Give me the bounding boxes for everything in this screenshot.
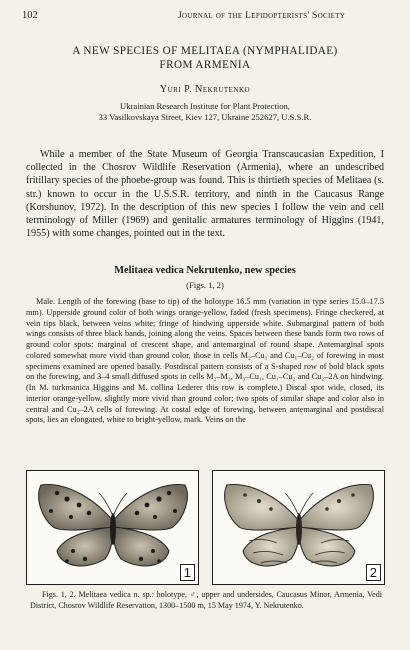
intro-paragraph bbox=[26, 148, 384, 240]
running-head: Journal of the Lepidopterists' Society bbox=[178, 10, 346, 21]
figure-2-label: 2 bbox=[366, 564, 381, 581]
article-title-line1: A NEW SPECIES OF MELITAEA (NYMPHALIDAE) bbox=[72, 45, 338, 57]
species-heading: Melitaea vedica Nekrutenko, new species bbox=[114, 265, 296, 276]
figure-1-upperside-photo bbox=[26, 470, 199, 585]
description-paragraph bbox=[26, 297, 384, 426]
article-title-line2: FROM ARMENIA bbox=[159, 59, 251, 71]
butterfly-upperside-icon bbox=[27, 471, 198, 584]
description-text: Male. Length of the forewing (base to tip) of the holotype 16.5 mm (variation in type series 15.0–17.5 mm). Upperside ground color of both wings orange-yellow, faded (fresh specimens). Fringe checkered, at vein tips black, between veins white; fringe of hindwing upperside white. Submarginal pattern of both wings consists of three black bands, joining along the veins. Spaces between these bands form two rows of ground color spots: marginal of crescent shape, and antemarginal of round shape. Antemarginal spots colored somewhat more vivid than ground color, those in cells M₂–Cu₁ and Cu₁–Cu₂ of forewing in most specimens examined are opened basally. Postdiscal pattern consists of a S-shaped row of bold black spots on the forewing, and 3–4 small diffused spots in cells M₂–M₃, M₃–Cu₁, Cu₁–Cu₂ and Cu₂–2A on hindwing. (In M. turkmanica Higgins and M. collina Lederer this row is complete.) Discal spot wide, closed, its interior orange-yellow, slightly more vivid than ground color; two spots of similar shape and color also in central and Cu₂–2A cells of forewing. At costal edge of forewing, between antemarginal and postdiscal spots, lies an elongated, white to bright-yellow, mark. Veins on the bbox=[26, 297, 384, 425]
author-name: Yuri P. Nekrutenko bbox=[159, 84, 251, 95]
butterfly-underside-icon bbox=[213, 471, 384, 584]
affiliation-line1: Ukrainian Research Institute for Plant Protection, bbox=[120, 101, 290, 111]
affiliation-line2: 33 Vasilkovskaya Street, Kiev 127, Ukraine 252627, U.S.S.R. bbox=[98, 112, 312, 122]
figure-reference: (Figs. 1, 2) bbox=[186, 280, 224, 290]
figure-1-label: 1 bbox=[180, 564, 195, 581]
intro-text: While a member of the State Museum of Georgia Transcaucasian Expedition, I collected in the Chosrov Wildlife Reservation (Armenia), where an undescribed fritillary species of the phoebe-group was found. This is thirtieth species of Melitaea (s. str.) known to occur in the U.S.S.R. territory, and ninth in the Caucasus Range (Korshunov, 1972). In the description of this new species I follow the vein and cell terminology of Miller (1969) and genitalic armatures terminology of Higgins (1941, 1955) with some changes, pointed out in the text. bbox=[26, 149, 384, 240]
figure-caption-text: Figs. 1, 2. Melitaea vedica n. sp.: holotype, ♂, upper and undersides, Caucasus Minor, Armenia, Vedi District, Chosrov Wildlife Reservation, 1300–1500 m, 15 May 1974, Y. Nekrutenko. bbox=[30, 590, 382, 610]
figure-2-underside-photo bbox=[212, 470, 385, 585]
figure-caption bbox=[30, 590, 382, 611]
page-number: 102 bbox=[22, 10, 38, 21]
